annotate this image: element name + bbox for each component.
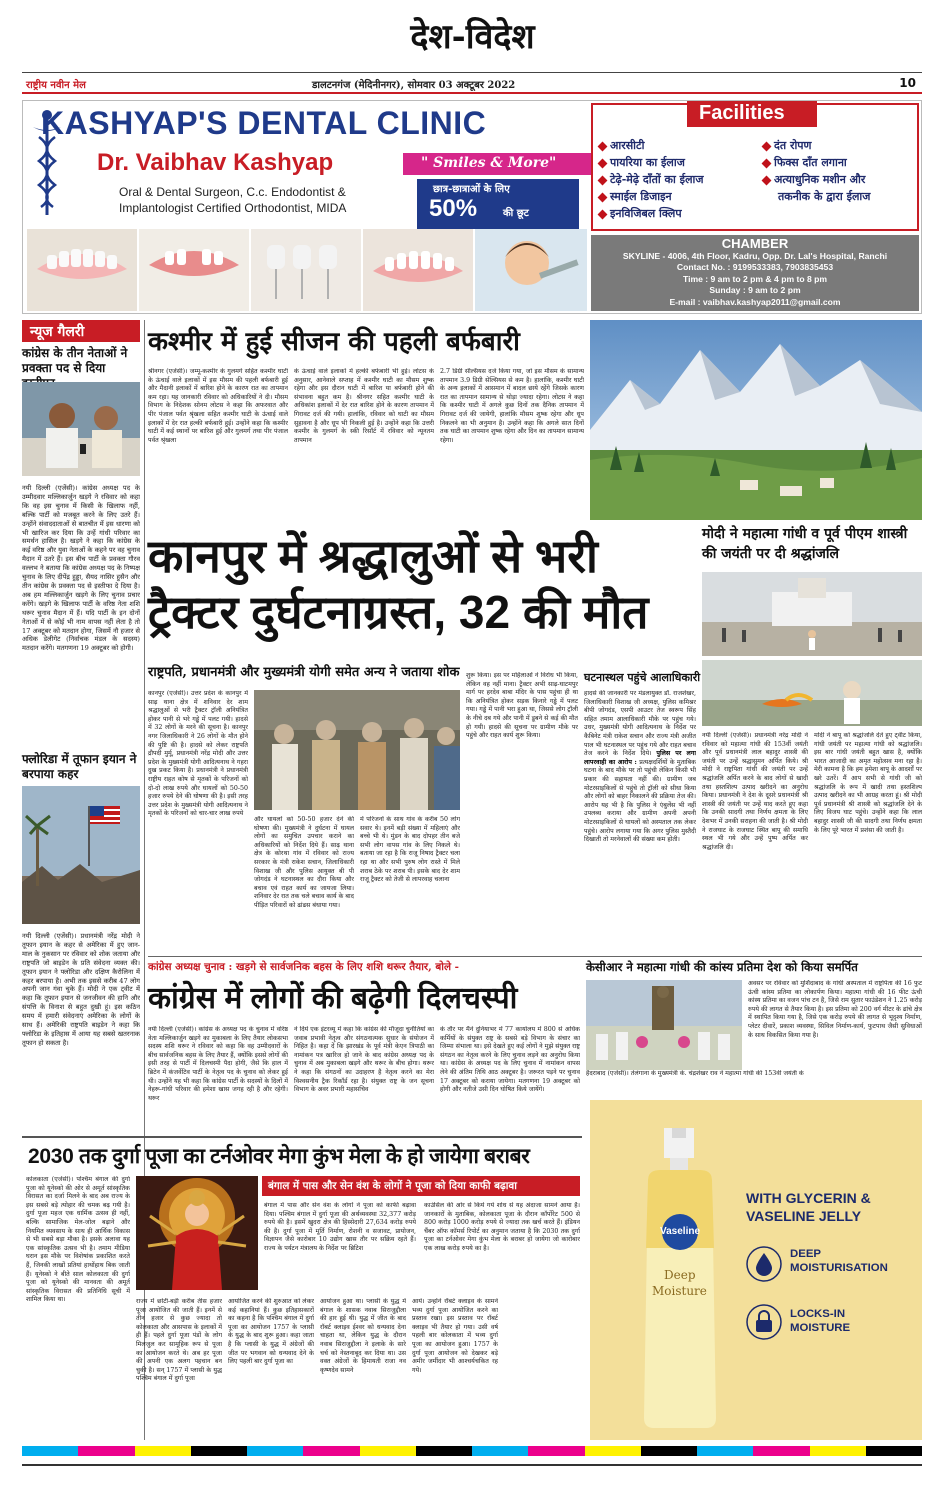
- facility-item: दंत रोपण: [763, 137, 919, 154]
- durga-col-3: आयोजित करने की शुरुआत को लेकर कई कहानियां हैं। कुछ इतिहासकारों का कहना है कि पश्चिम बंगाल में दुर्गा पूजा का आयोजन 1757 के प्लासी के युद्ध के बाद शुरू हुआ। कहा जाता है कि प्लासी के युद्ध में अंग्रेजों की जीत पर भगवान को धन्यवाद देने के लिए पहली बार दुर्गा पूजा का: [228, 1298, 314, 1366]
- kashmir-snow-photo: [590, 320, 922, 520]
- congress-col-1: नयी दिल्ली (एजेंसी)। कांग्रेस के अध्यक्ष पद के चुनाव में वरिष्ठ नेता मल्लिकार्जुन खड़गे का मुकाबला के लिए तैयार लोकसभा सदस्य शशि थरूर ने रविवार को कहा कि वह उम्मीदवारों के बीच सार्वजनिक बहस के लिए तैयार हैं, क्योंकि इससे लोगों की इसी तरह से पार्टी में दिलचस्पी पैदा होगी, जैसे कि हाल में ब्रिटेन में कंजर्वेटिव पार्टी के नेतृत्व पद के चुनाव को लेकर हुई थी। उन्होंने यह भी कहा कि कांग्रेस पार्टी के सदस्यों के दिलों में नेहरू-गांधी परिवार की हमेशा खास जगह रही है और रहेगी। थरूर: [148, 1026, 288, 1102]
- page-number: 10: [899, 76, 916, 90]
- kashmir-col-2: के ऊंचाई वाले इलाकों में हल्की बर्फबारी भी हुई। लोटस के अनुसार, आनेवाले सप्ताह में कश्मीर घाटी का मौसम शुष्क रहेगा और इस दौरान घाटी में बारिश या बर्फबारी होने की संभावना बहुत कम है। श्रीनगर सहित कश्मीर घाटी के अधिकांश इलाकों में देर रात बारिश होने के कारण तापमान में गिरावट दर्ज की गयी। हालांकि, रविवार को घाटी का मौसम सुहावना है और धूप भी निकली हुई है। उन्होंने कहा कि उत्तरी कश्मीर के गुलमर्ग के स्की रिसॉर्ट में रविवार को न्यूनतम तापमान: [294, 368, 434, 444]
- facility-item: स्माईल डिजाइन: [599, 188, 769, 205]
- gallery-headline-1: कांग्रेस के तीन नेताओं ने प्रवक्ता पद से दिया: [22, 346, 128, 375]
- doctor-name: Dr. Vaibhav Kashyap: [97, 149, 334, 176]
- congress-col-2: ने दिये एक इंटरव्यू में कहा कि कांग्रेस की मौजूदा चुनौतियों का जवाब प्रभावी नेतृत्व और संगठनात्मक सुधार के संयोजन में निहित है। कहा दें कि झारखंड के पूर्व मंत्री केएन त्रिपाठी का नामांकन पत्र खारिज हो जाने के बाद कांग्रेस अध्यक्ष पद के चुनाव में अब मुकाबला खड़गे और थरूर के बीच होगा। थरूर ने कहा कि संगठनों का उदाहरण है नेतृत्व करने का मेरा विश्वसनीय ट्रैक रिकॉर्ड रहा है। संयुक्त राष्ट्र के जन सूचना विभाग के अवर प्रभारी महासचिव: [294, 1026, 434, 1094]
- section-title: देश-विदेश: [410, 17, 535, 57]
- facility-item: टेढ़े-मेढ़े दाँतों का ईलाज: [599, 171, 769, 188]
- feature-2a: LOCKS-IN: [790, 1308, 846, 1320]
- kcr-body-left: हैदराबाद (एजेंसी)। तेलंगाना के मुख्यमंत्री के. चंद्रशेखर राव ने महात्मा गांधी की 153वीं जयंती के: [586, 1070, 804, 1077]
- kanpur-col-4: शुरू किया। इस पर महिलाओं ने विरोध भी किया, लेकिन वह नहीं माना। ट्रैक्टर अभी साढ़-घाटमपुर मार्ग पर हरदेव बाबा मंदिर के पास पहुंचा ही था कि अनियंत्रित होकर सड़क किनारे गड्ढे में पलट गया। गड्ढे में पानी भरा हुआ था, जिससे लोग ट्रॉली के नीचे दब गये और पानी में डूबने से कई की मौत हो गयी। हादसे की सूचना पर ग्रामीण मौके पर पहुंचे और राहत कार्य शुरू किया।: [466, 672, 578, 740]
- durga-col-1: कोलकाता (एजेंसी)। पश्चिम बंगाल की दुर्गा पूजा को यूनेस्को की ओर से अमूर्त सांस्कृतिक विरासत का दर्जा मिलने के बाद अब राज्य के इस सबसे बड़े त्योहार की चमक बढ़ गयी है। दुर्गा पूजा महज एक धार्मिक उत्सव ही नहीं, बल्कि सामाजिक मेल-जोल बढ़ाने और नियमित व्यवसाय के साथ ही आर्थिक विकास से भी सबसे बड़ा मौका है। इसके अलावा यह एक सांस्कृतिक उत्सव भी है। तमाम मीडिया घरान इस मौके पर विशेषांक प्रकाशित करते हैं, जिनकी लाखों प्रतियां हाथोंहाथ बिक जाती हैं। यूनेस्को ने बीते साल कोलकाता की दुर्गा पूजा को यूनेस्को की मानवता की अमूर्त सांस्कृतिक विरासत की प्रतिनिधि सूची में शामिल किया था।: [26, 1176, 130, 1304]
- durga-sub-col-1: बंगाल में पास और सेन वंश के लोगों ने पूजा को काफी बढ़ावा दिया। पश्चिम बंगाल में दुर्गा पूजा की अर्थव्यवस्था 32,377 करोड़ रुपये की है। इसमें खुदरा क्षेत्र की हिस्सेदारी 27,634 करोड़ रुपये की है। दुर्गा पूजा में मूर्ति निर्माण, रोशनी व सजावट, प्रायोजन, विज्ञापन जैसे कारोबार 10 उद्योग खास तौर पर सक्रिय रहते हैं। राज्य के पर्यटन मंत्रालय के निर्देश पर ब्रिटिश: [264, 1202, 416, 1252]
- offer-line: छात्र-छात्राओं के लिए: [433, 184, 510, 195]
- offer-suffix: की छूट: [503, 208, 529, 219]
- dental-photo-strip: [27, 229, 587, 311]
- water-drop-icon: [746, 1246, 782, 1282]
- kanpur-col-1: कानपुर (एजेंसी)। उत्तर प्रदेश के कानपुर में साढ़ थाना क्षेत्र में शनिवार देर शाम श्रद्धालुओं से भरी ट्रैक्टर ट्रॉली अनियंत्रित होकर पानी से भरे गड्ढे में पलट गयी। हादसे में 32 लोगों के मरने की सूचना है। कानपुर नगर जिलाधिकारी ने 26 लोगों के मौत होने की पुष्टि की है। हादसे को लेकर राष्ट्रपति द्रौपदी मुर्मू, प्रधानमंत्री नरेंद्र मोदी और उत्तर प्रदेश के मुख्यमंत्री योगी आदित्यनाथ ने गहरा दुख प्रकट किया है। प्रधानमंत्री ने प्रधानमंत्री राष्ट्रीय राहत कोष से मृतकों के परिजनों को दो-दो लाख रुपये और घायलों को 50-50 हजार रुपये देने की घोषणा की है। इसी तरह उत्तर प्रदेश के मुख्यमंत्री योगी आदित्यनाथ ने मृतकों के परिजनों को चार-चार लाख रुपये: [148, 690, 248, 818]
- tagline: " Smiles & More": [421, 155, 557, 171]
- dateline: डालटनगंज (मेदिनीनगर), सोमवार 03 अक्टूबर 2022: [312, 80, 516, 91]
- durga-col-4: आयोजन हुआ था। प्लासी के युद्ध में बंगाल के शासक नवाब सिराजुद्दौला की हार हुई थी। युद्ध में जीत के बाद रॉबर्ट क्लाइव ईश्वर को धन्यवाद देना चाहता था, लेकिन युद्ध के दौरान नवाब सिराजुद्दौला ने इलाके के सारे चर्च को नेस्तनाबूद कर दिया था। उस वक्त अंग्रेजों के हिमायती राजा नव कृष्णदेव सामने: [320, 1298, 406, 1374]
- facility-item: इनविजिबल क्लिप: [599, 205, 769, 222]
- lock-icon: [746, 1304, 782, 1340]
- rule: [22, 1136, 582, 1138]
- kcr-body-right: अवसर पर रविवार को मुर्शिदाबाद के गांधी अस्पताल में राष्ट्रपिता की 16 फुट ऊंची कांस्य प्रतिमा का लोकार्पण किया। महात्मा गांधी की 16 फीट ऊंची कांस्य प्रतिमा का वजन पांच टन है, जिसे राम सुतार फाउंडेशन ने 1.25 करोड़ रुपये की लागत से तैयार किया है। इस प्रतिमा को 200 वर्ग मीटर के ढांचे क्षेत्र में स्थापित किया गया है, जिसे एक करोड़ रुपये की लागत से भूदृश्य निर्माण, प्लेटर दीवारें, प्रकाश व्यवस्था, सिविल निर्माण-कार्य, फुटपाथ जैसी सुविधाओं के साथ विकसित किया गया है।: [748, 980, 922, 1039]
- bottle-line-1: Deep: [664, 1268, 696, 1282]
- officials-body: हादसे की जानकारी पर मंडलायुक्त डॉ. राजशेखर, जिलाधिकारी विशाख जी अध्यक्ष, पुलिस कमिश्नर बीपी जोगदंड, एसपी आउटर तेज स्वरूप सिंह सहित तमाम आलाधिकारी मौके पर पहुंच गये। उधर, मुख्यमंत्री योगी आदित्यनाथ के निर्देश पर कैबिनेट मंत्री राकेश सचान और राज्य मंत्री अजीत पाल भी घटनास्थल पर पहुंच गये और राहत बचाव तेज करने के निर्देश दिये। पुलिस पर लगा लापरवाही का आरोप : प्रत्यक्षदर्शियों के मुताबिक घटना के बाद मौके पर तो पहुंची लेकिन किसी भी प्रकार की सहायता नहीं की। ग्रामीण जब मोटरसाइकिलों से पहुंचे तो ट्रॉली को सीधा किया और लोगों को बाहर निकालने की प्रक्रिया तेज की। आरोप यह भी है कि पुलिस ने एंबुलेंस भी नहीं उपलब्ध कराया और ग्रामीण अपनी अपनी मोटरसाइकिलों से घायलों को अस्पताल तक लेकर पहुंचे। आरोप लगाया गया कि अगर पुलिस मुस्तैदी दिखाती तो मरनेवालों की संख्या कम होती।: [584, 690, 696, 844]
- modi-photo-1: [702, 572, 922, 656]
- facility-item: अत्याधुनिक मशीन और: [763, 171, 919, 188]
- gallery-headline-2: फ्लोरिडा में तूफान इयान ने बरपाया कहर: [22, 752, 137, 781]
- modi-story: [702, 524, 922, 964]
- facility-item: फिक्स दाँत लगाना: [763, 154, 919, 171]
- paper-name: राष्ट्रीय नवीन मेल: [26, 80, 86, 91]
- durga-story: [22, 1136, 582, 1440]
- facility-item: आरसीटी: [599, 137, 769, 154]
- kanpur-subhead: राष्ट्रपति, प्रधानमंत्री और मुख्यमंत्री योगी समेत अन्य ने जताया शोक: [148, 665, 460, 680]
- kanpur-headline-1: कानपुर में श्रद्धालुओं से भरी: [148, 530, 598, 582]
- vaseline-brand: Vaseline: [660, 1226, 701, 1237]
- facilities-title-bg: [687, 101, 817, 127]
- facilities-title: Facilities: [699, 102, 785, 124]
- kashmir-story: [148, 320, 584, 516]
- header-strip: [22, 72, 922, 94]
- hurricane-photo: [22, 786, 140, 924]
- student-offer: [417, 179, 579, 229]
- chamber-contact: Contact No. : 9199533383, 7903835453: [676, 262, 834, 273]
- kashmir-col-1: श्रीनगर (एजेंसी)। जम्मू-कश्मीर के गुलमर्ग सहित कश्मीर घाटी के ऊंचाई वाले इलाकों में इस मौसम की पहली बर्फबारी हुई और मैदानी इलाकों में बारिश होने के कारण रात का तापमान कम रहा। यह जानकारी रविवार को अधिकारियों ने दी। मौसम विभाग के निदेशक सोनम लोटस ने कहा कि अफरवात और पीर पंजाल पर्वत श्रृंखला सहित कश्मीर घाटी के ऊंचाई वाले इलाकों में देर रात हल्की बर्फबारी हुई। उन्होंने कहा कि कश्मीर घाटी में कई स्थानों पर बारिश हुई और गुलमर्ग तथा पीर पंजाल पर्वत श्रृंखला: [148, 368, 288, 444]
- feature-2b: MOISTURE: [790, 1322, 851, 1334]
- facility-item: पायरिया का ईलाज: [599, 154, 769, 171]
- tagline-badge: [403, 153, 593, 175]
- modi-photo-2: [702, 660, 922, 726]
- vaseline-line-1: WITH GLYCERIN &: [746, 1190, 871, 1206]
- kanpur-photo: [254, 690, 460, 810]
- feature-1b: MOISTURISATION: [790, 1262, 888, 1274]
- chamber-time: Time : 9 am to 2 pm & 4 pm to 8 pm: [682, 273, 828, 284]
- modi-col-1: नयी दिल्ली (एजेंसी)। प्रधानमंत्री नरेंद्र मोदी ने रविवार को महात्मा गांधी की 153वीं जयंती और पूर्व प्रधानमंत्री लाल बहादुर शास्त्री की जयंती पर उन्हें श्रद्धासुमन अर्पित किये। श्री मोदी ने राष्ट्रपिता गांधी की जयंती पर उन्हें श्रद्धांजलि अर्पित करने के बाद लोगों से खादी तथा हस्तशिल्प उत्पाद खरीदने का अनुरोध किया। प्रधानमंत्री ने देश के दूसरे प्रधानमंत्री श्री शास्त्री की जयंती पर उन्हें याद करते हुए कहा कि उनकी सादगी तथा निर्णय क्षमता के लिए देशभर में उनकी सराहना की जाती है। श्री मोदी ने राजघाट के राजघाट स्थित बापू की समाधि स्थल भी गये और उन्हें पुष्प अर्पित कर श्रद्धांजलि दी।: [702, 732, 808, 851]
- print-color-bar: [22, 1446, 922, 1456]
- lotion-bottle: [630, 1128, 730, 1428]
- vaseline-ad: [590, 1100, 922, 1440]
- kashmir-headline: कश्मीर में हुई सीजन की पहली बर्फबारी: [148, 327, 520, 357]
- modi-headline: मोदी ने महात्मा गांधी व पूर्व पीएम शास्त्री की जयंती पर दी श्रद्धांजलि: [702, 526, 908, 562]
- durga-sub-headline: बंगाल में पास और सेन वंश के लोगों ने पूजा को दिया काफी बढ़ावा: [268, 1180, 517, 1192]
- qualification-2: Implantologist Certified Orthodontist, MIDA: [119, 201, 347, 215]
- vaseline-line-2: VASELINE JELLY: [746, 1208, 862, 1224]
- kcr-headline: केसीआर ने महात्मा गांधी की कांस्य प्रतिमा देश को किया समर्पित: [586, 960, 858, 974]
- facilities-panel: [591, 103, 919, 231]
- rule: [148, 956, 922, 957]
- officials-headline: घटनास्थल पहुंचे आलाधिकारी: [584, 671, 701, 684]
- durga-idol-photo: [136, 1176, 258, 1290]
- bottle-line-2: Moisture: [652, 1284, 707, 1298]
- congress-headline: कांग्रेस में लोगों की बढ़ेगी दिलचस्पी: [148, 982, 518, 1015]
- clinic-name: KASHYAP'S DENTAL CLINIC: [41, 105, 487, 141]
- facilities-left-list: [599, 137, 769, 222]
- durga-headline: 2030 तक दुर्गा पूजा का टर्नओवर मेगा कुंभ मेला के हो जायेगा बराबर: [28, 1145, 530, 1168]
- kharge-photo: [22, 382, 140, 476]
- kanpur-headline-2: ट्रैक्टर दुर्घटनाग्रस्त, 32 की मौत: [148, 586, 649, 638]
- offer-percent: 50%: [429, 195, 478, 222]
- kanpur-col-3: में परिजनों के साथ गांव के करीब 50 लोग सवार थे। इनमें बड़ी संख्या में महिलाएं और बच्चे भी थे। मुंडन के बाद दोपहर तीन बजे सभी लोग वापस गांव के लिए निकले थे। बताया जा रहा है कि राजू निषाद ट्रैक्टर चला रहा था और सभी पुरुष लोग रास्ते में मिले शराब ठेके पर शराब पी। इसके बाद देर शाम राजू ट्रैक्टर को तेजी से लापरवाह चलाना: [360, 816, 460, 884]
- durga-col-2: राज्य में छोटी-बड़ी करीब तीस हजार पूजा आयोजित की जाती हैं। इनमें से तीन हजार से कुछ ज्यादा तो कोलकाता और आसपास के इलाकों में ही हैं। पहले दुर्गा पूजा पंडों के लोग मिलजुल कर सामूहिक रूप से पूजा का आयोजन करते थे। अब हर पूजा की अपनी एक अलग पहचान बन चुकी है। सन् 1757 में प्लासी के युद्ध पश्चिम बंगाल में दुर्गा पूजा: [136, 1298, 222, 1383]
- kanpur-col-2: और घायलों को 50-50 हजार देने की घोषणा की। मुख्यमंत्री ने दुर्घटना में घायल लोगों का समुचित उपचार कराने का अधिकारियों को निर्देश दिये हैं। साढ़ थाना क्षेत्र के कोरथा गांव में रविवार को राज्य सरकार के मंत्री राकेश सचान, जिलाधिकारी विशाख जी और पुलिस आयुक्त बी पी जोगदंड ने घटनास्थल का दौरा किया और बचाव एवं राहत कार्य का जायजा लिया। शनिवार देर रात तक चले बचाव कार्य के बाद पीड़ित परिवारों को ढांढस बंधाया गया।: [254, 816, 354, 909]
- chamber-title: CHAMBER: [721, 236, 789, 251]
- feature-1a: DEEP: [790, 1248, 822, 1260]
- kashmir-col-3: 2.7 डिग्री सेल्सियस दर्ज किया गया, जो इस मौसम के सामान्य तापमान 3.9 डिग्री सेल्सियस से कम है। हालांकि, कश्मीर घाटी के अन्य इलाकों में आसमान में बादल छाये रहेंगे जिसके कारण रात का तापमान सामान्य से थोड़ा ज्यादा रहेगा। लोटस ने कहा कि कश्मीर घाटी में अगले कुछ दिनों तक दैनिक तापमान में गिरावट दर्ज की जायेगी, हालांकि मौसम शुष्क रहेगा और धूप निकलने का भी अनुमान है। उन्होंने कहा कि अगले सात दिनों तक घाटी का तापमान शुष्क रहेगा और दिन का तापमान सामान्य रहेगा।: [440, 368, 584, 444]
- facilities-right-list: [763, 137, 919, 205]
- section-title-bar: [0, 0, 945, 68]
- modi-col-2: मोदी ने बापू को श्रद्धांजलि देते हुए ट्वीट किया, गांधी जयंती पर महात्मा गांधी को श्रद्धांजलि। इस बार गांधी जयंती बहुत खास है, क्योंकि भारत आजादी का अमृत महोत्सव मना रहा है। मेरी कामना है कि हम हमेशा बापू के आदर्शों पर खरे उतरें। मैं आप सभी से गांधी जी को श्रद्धांजलि के रूप में खादी तथा हस्तशिल्प उत्पाद खरीदने का भी आग्रह करता हूं। श्री मोदी पूर्व प्रधानमंत्री श्री शास्त्री को श्रद्धांजलि देने के लिए विजय घाट पहुंचे। उन्होंने कहा कि लाल बहादुर शास्त्री जी की सादगी तथा निर्णय क्षमता के लिए पूरे भारत में प्रशंसा की जाती है।: [814, 732, 922, 834]
- durga-col-5: आये। उन्होंने रॉबर्ट क्लाइव के सामने भव्य दुर्गा पूजा आयोजित करने का प्रस्ताव रखा। इस प्रस्ताव पर रॉबर्ट क्लाइव भी तैयार हो गया। उसी वर्ष पहली बार कोलकाता में भव्य दुर्गा पूजा का आयोजन हुआ। 1757 के दुर्गा पूजा आयोजन को देखकर बड़े अमीर जमींदार भी आश्चर्यचकित रह गये।: [412, 1298, 498, 1374]
- durga-sub-col-2: काउंसिल की ओर से किये गये शोध से यह अंदाजा सामने आया है। जानकारों के मुताबिक, कोलकाता पूजा के दौरान कॉर्पोरेट 500 से 800 करोड़ 1000 करोड़ रुपये से ज्यादा तक खर्च करते हैं। इंडियन चैंबर ऑफ कॉमर्स रिपोर्ट का अनुमान जताया है कि 2030 तक दुर्गा पूजा का टर्नओवर मेगा कुंभ मेला के बराबर हो जायेगा जो कारोबार एक लाख करोड़ रुपये का है।: [424, 1202, 580, 1252]
- facility-item: तकनीक के द्वारा ईलाज: [778, 190, 871, 203]
- kcr-photo: [586, 980, 742, 1070]
- chamber-address: SKYLINE - 4006, 4th Floor, Kadru, Opp. Dr. Lal's Hospital, Ranchi: [622, 251, 888, 261]
- dental-ad: [22, 100, 922, 314]
- gallery-label-box: [22, 320, 140, 342]
- qualification-1: Oral & Dental Surgeon, C.c. Endodontist &: [119, 185, 346, 199]
- footer-rule: [22, 1464, 922, 1466]
- gallery-body-2: नयी दिल्ली (एजेंसी)। प्रधानमंत्री नरेंद्र मोदी ने तूफान इयान के कहर से अमेरिका में हुए जान-माल के नुकसान पर रविवार को शोक जताया और राष्ट्रपति जो बाइडेन के प्रति संवेदना व्यक्त की। तूफान इयान ने फ्लोरिडा और दक्षिण कैरोलिना में कहर बरपाया है। अभी तक इससे करीब 47 लोग अपनी जान गंवा चुके हैं। मोदी ने एक ट्वीट में कहा कि तूफान इयान से जनजीवन की हानि और संपत्ति के विनाश से बहुत दुखी हूं। इस कठिन समय में हमारी संवेदनाएं अमेरिका के लोगों के साथ हैं। अमेरिकी राष्ट्रपति बाइडेन ने कहा कि फ्लोरिडा के इतिहास में आया यह सबसे खतरनाक तूफान हो सकता है।: [22, 932, 140, 1047]
- chamber-email: E-mail : vaibhav.kashyap2011@gmail.com: [669, 296, 841, 307]
- congress-col-3: के तौर पर मैंने दुनियाभर में 77 कार्यालय में 800 से अधिक कर्मियों के संयुक्त राष्ट्र के सबसे बड़े विभाग के संचार का जिम्मा संभाला था। इसे देखते हुए कई लोगों ने मुझे संयुक्त राष्ट्र संगठन का नेतृत्व करने के लिए चुनाव लड़ने का अनुरोध किया था। कांग्रेस के अध्यक्ष पद के लिए चुनाव में नामांकन वापस लेने की अंतिम तिथि आठ अक्टूबर है। जरूरत पड़ने पर चुनाव 17 अक्टूबर को कराया जायेगा। मतगणना 19 अक्टूबर को होगी और नतीजे उसी दिन घोषित किये जायेंगे।: [440, 1026, 580, 1094]
- chamber-sunday: Sunday : 9 am to 2 pm: [709, 285, 801, 296]
- chamber-lines: [591, 251, 919, 308]
- chamber-box: [591, 235, 919, 311]
- gallery-body-1: नयी दिल्ली (एजेंसी)। कांग्रेस अध्यक्ष पद के उम्मीदवार मल्लिकार्जुन खड़गे ने रविवार को कहा कि वह इस चुनाव में किसी के खिलाफ नहीं, बल्कि पार्टी को मजबूत करने के लिए उतरे हैं। उन्होंने संवाददाताओं से बातचीत में इस धारणा को भी खारिज कर दिया कि उन्हें गांधी परिवार का समर्थन हासिल है। खड़गे ने कहा कि कांग्रेस के कई वरिष्ठ और युवा नेताओं के कहने पर वह चुनाव मैदान में उतरे हैं। इस बीच पार्टी के प्रवक्ता गौरव वल्लभ ने बताया कि कांग्रेस अध्यक्ष पद के निष्पक्ष चुनाव के लिए दीपेंद्र हुड्डा, सैयद नासिर हुसैन और तीन कांग्रेस के प्रवक्ता पद से इस्तीफा दे दिया है। अब हम मल्लिकार्जुन खड़गे के लिए चुनाव प्रचार करेंगे। खड़गे के खिलाफ पार्टी के वरिष्ठ नेता शशि थरूर चुनाव मैदान में हैं। यदि पार्टी के इन दोनों नेताओं में से कोई भी नाम वापस नहीं लेता है तो 17 अक्टूबर को मतदान होगा, जिसमें नौ हजार से अधिक डेलीगेट (निर्वाचक मंडल के सदस्य) मतदान करेंगे। मतगणना 19 अक्टूबर को होगी।: [22, 484, 140, 653]
- congress-kicker: कांग्रेस अध्यक्ष चुनाव : खड़गे से सार्वजनिक बहस के लिए शशि थरूर तैयार, बोले -: [148, 961, 459, 973]
- kcr-story: [586, 960, 922, 1064]
- gallery-label: न्यूज गैलरी: [30, 324, 85, 340]
- durga-sub-headline-box: [262, 1176, 580, 1196]
